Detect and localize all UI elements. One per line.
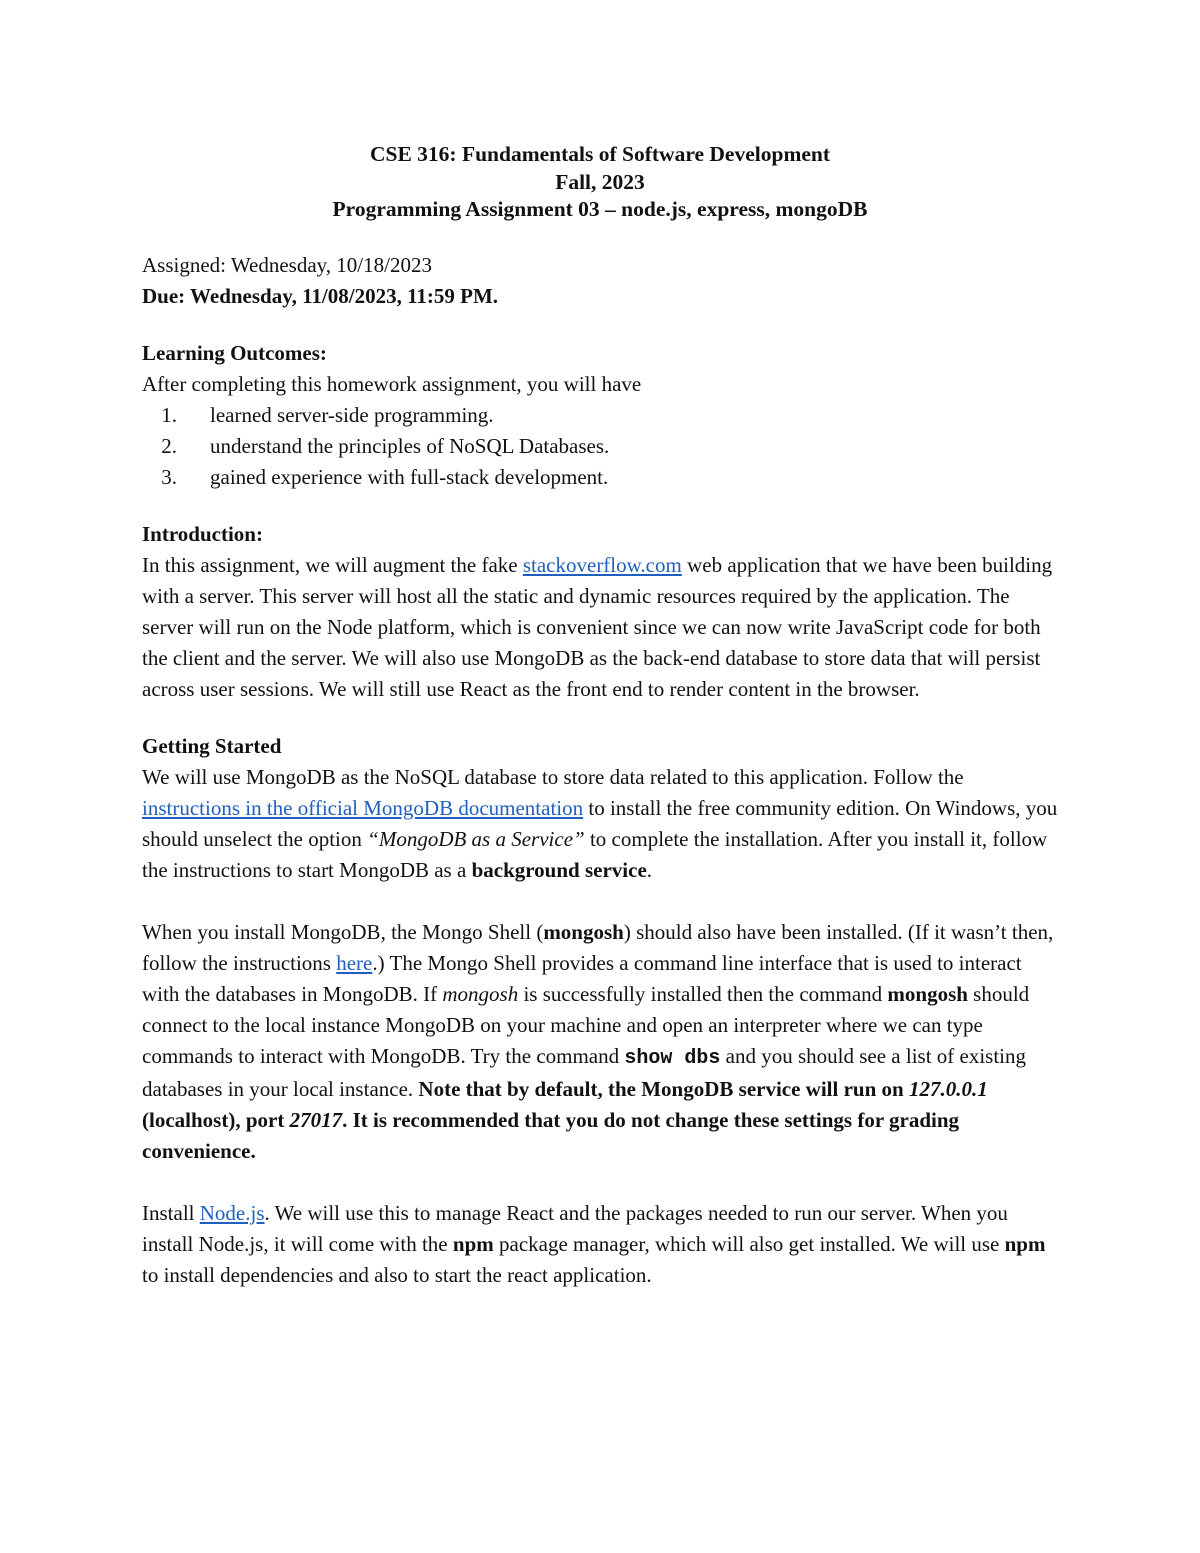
introduction-paragraph: In this assignment, we will augment the fake stackoverflow.com web application that we have been building with a server. This server will host all the static and dynamic resources required by the application. The server will run on the Node platform, which is convenient since we can now write JavaScript code for both the client and the server. We will also use MongoDB as the back-end database to store data that will persist across user sessions. We will still use React as the front end to render content in the browser.: [142, 552, 1053, 701]
learning-outcomes-intro: After completing this homework assignment, you will have: [142, 371, 642, 396]
due-date: Due: Wednesday, 11/08/2023, 11:59 PM.: [142, 283, 499, 308]
mongodb-docs-link[interactable]: instructions in the official MongoDB documentation: [142, 795, 584, 820]
default-settings-note: Note that by default, the MongoDB service will run on 127.0.0.1 (localhost), port 27017. It is recommended that you do not change these settings for grading convenience.: [142, 1076, 988, 1163]
document-body: [142, 141, 1062, 1291]
list-item: 2. understand the principles of NoSQL Databases.: [161, 433, 610, 458]
stackoverflow-link[interactable]: stackoverflow.com: [522, 552, 682, 577]
getting-started-paragraph-1: We will use MongoDB as the NoSQL database to store data related to this application. Follow the instructions in the official MongoDB documentation to install the free community edition. On Windows, you should unselect the option “MongoDB as a Service” to complete the installation. After you install it, follow the instructions to start MongoDB as a background service.: [142, 764, 1058, 882]
list-item: 1. learned server-side programming.: [161, 402, 494, 427]
mongosh-install-link[interactable]: here: [336, 950, 373, 975]
term: Fall, 2023: [555, 169, 645, 194]
learning-outcomes-list: [142, 400, 1062, 493]
getting-started-paragraph-3: Install Node.js. We will use this to manage React and the packages needed to run our server. When you install Node.js, it will come with the npm package manager, which will also get installed. We will use npm to install dependencies and also to start the react application.: [142, 1200, 1046, 1287]
assignment-title: Programming Assignment 03 – node.js, express, mongoDB: [332, 197, 868, 221]
document-header: [138, 141, 1062, 224]
assigned-date: Assigned: Wednesday, 10/18/2023: [142, 252, 432, 277]
show-dbs-command: show dbs: [624, 1046, 721, 1070]
introduction-heading: Introduction:: [142, 521, 263, 546]
nodejs-link[interactable]: Node.js: [199, 1200, 265, 1225]
list-item: 3. gained experience with full-stack development.: [161, 464, 609, 489]
getting-started-heading: Getting Started: [142, 733, 282, 758]
learning-outcomes-heading: Learning Outcomes:: [142, 340, 327, 365]
course-title: CSE 316: Fundamentals of Software Development: [369, 142, 831, 166]
getting-started-paragraph-2: When you install MongoDB, the Mongo Shell (mongosh) should also have been installed. (If it wasn’t then, follow the instructions here.) The Mongo Shell provides a command line interface that is used to interact with the databases in MongoDB. If mongosh is successfully installed then the command mongosh should connect to the local instance MongoDB on your machine and open an interpreter where we can type commands to interact with MongoDB. Try the command show dbs and you should see a list of existing databases in your local instance. Note that by default, the MongoDB service will run on 127.0.0.1 (localhost), port 27017. It is recommended that you do not change these settings for grading convenience.: [142, 919, 1054, 1163]
